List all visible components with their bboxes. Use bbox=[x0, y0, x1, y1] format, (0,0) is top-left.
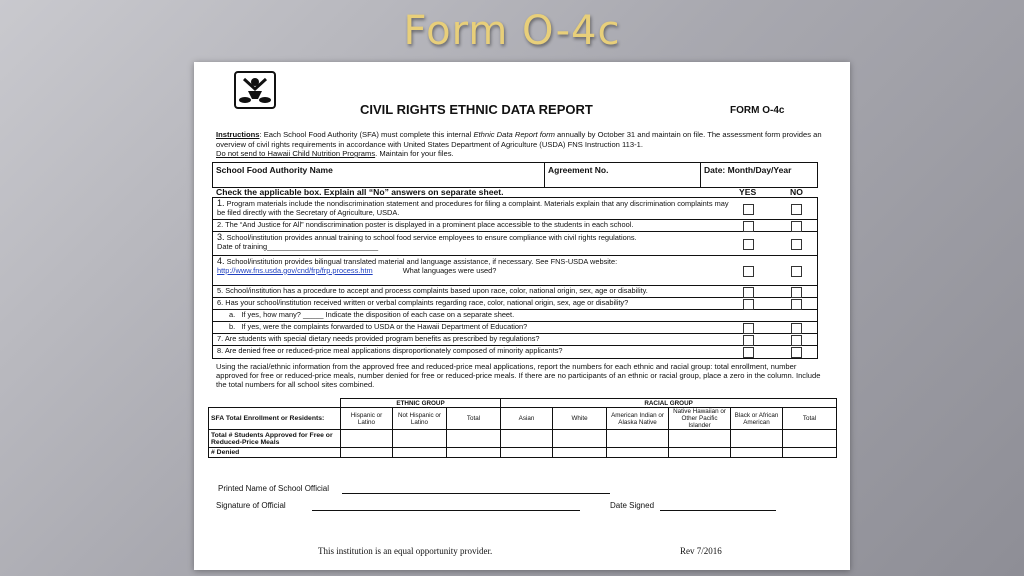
agreement-no-label: Agreement No. bbox=[548, 165, 609, 175]
question-number: 6. bbox=[217, 298, 224, 307]
question-row-7 bbox=[213, 334, 817, 346]
sfa-name-field[interactable] bbox=[213, 163, 545, 187]
input-cell[interactable] bbox=[501, 448, 553, 458]
table-row bbox=[209, 430, 837, 448]
input-cell[interactable] bbox=[783, 448, 837, 458]
input-cell[interactable] bbox=[341, 430, 393, 448]
input-cell[interactable] bbox=[393, 430, 447, 448]
cnp-logo-icon bbox=[234, 71, 276, 109]
q5-no-checkbox[interactable] bbox=[791, 287, 802, 298]
blank-cell bbox=[209, 399, 341, 408]
printed-name-label: Printed Name of School Official bbox=[218, 484, 330, 493]
input-cell[interactable] bbox=[731, 430, 783, 448]
racial-instructions: Using the racial/ethnic information from the approved free and reduced-price meal applications, report the numbers for each ethnic and racial group: total enrollment, number approved for free or reduced-price meals, number denied for free or reduced-price meals. If there are no participants of an ethnic or racial group, place a zero in the column. Include the total numbers for all school sites combined. bbox=[216, 362, 821, 390]
q5-yes-checkbox[interactable] bbox=[743, 287, 754, 298]
col-hispanic: Hispanic or Latino bbox=[341, 408, 393, 430]
input-cell[interactable] bbox=[501, 430, 553, 448]
question-row-1 bbox=[213, 198, 817, 220]
question-row-3 bbox=[213, 232, 817, 256]
question-row-4 bbox=[213, 256, 817, 286]
slide-title: Form O-4c bbox=[403, 8, 621, 54]
question-row-6a bbox=[213, 310, 817, 322]
date-signed-line[interactable] bbox=[660, 510, 776, 511]
question-number: 1. bbox=[217, 198, 225, 208]
row-label-denied: # Denied bbox=[209, 448, 341, 458]
question-number: a. bbox=[229, 310, 236, 319]
date-label: Date: Month/Day/Year bbox=[704, 165, 792, 175]
col-ethnic-total: Total bbox=[447, 408, 501, 430]
question-row-6 bbox=[213, 298, 817, 310]
instructions-italic: Ethnic Data Report form bbox=[473, 130, 555, 139]
input-cell[interactable] bbox=[447, 430, 501, 448]
col-racial-total: Total bbox=[783, 408, 837, 430]
q2-no-checkbox[interactable] bbox=[791, 221, 802, 232]
questions-table bbox=[212, 197, 818, 359]
question-number: 4. bbox=[217, 256, 225, 266]
input-cell[interactable] bbox=[447, 448, 501, 458]
equal-opportunity-statement: This institution is an equal opportunity provider. bbox=[318, 546, 493, 556]
check-heading: Check the applicable box. Explain all “No” answers on separate sheet. bbox=[216, 187, 504, 197]
revision-date: Rev 7/2016 bbox=[680, 546, 722, 556]
question-text: School/institution provides annual training to school food service employees to ensure compliance with civil rights regulations. bbox=[226, 233, 637, 242]
question-row-8 bbox=[213, 346, 817, 358]
q1-yes-checkbox[interactable] bbox=[743, 204, 754, 215]
input-cell[interactable] bbox=[341, 448, 393, 458]
col-black: Black or African American bbox=[731, 408, 783, 430]
q4-no-checkbox[interactable] bbox=[791, 266, 802, 277]
training-date-field[interactable]: Date of training___________________________ bbox=[217, 241, 379, 251]
input-cell[interactable] bbox=[553, 430, 607, 448]
col-not-hispanic: Not Hispanic or Latino bbox=[393, 408, 447, 430]
question-number: 7. bbox=[217, 334, 224, 343]
instructions-underline: Do not send to Hawaii Child Nutrition Programs bbox=[216, 149, 376, 158]
col-asian: Asian bbox=[501, 408, 553, 430]
col-native-hawaiian: Native Hawaiian or Other Pacific Islander bbox=[669, 408, 731, 430]
table-row bbox=[209, 408, 837, 430]
q6b-no-checkbox[interactable] bbox=[791, 323, 802, 334]
input-cell[interactable] bbox=[669, 448, 731, 458]
table-row bbox=[209, 448, 837, 458]
input-cell[interactable] bbox=[731, 448, 783, 458]
question-number: 5. bbox=[217, 286, 224, 295]
question-text: If yes, how many? _____ Indicate the disposition of each case on a separate sheet. bbox=[241, 310, 515, 319]
racial-group-header: RACIAL GROUP bbox=[501, 399, 837, 408]
question-text: Are students with special dietary needs provided program benefits as prescribed by regulations? bbox=[224, 334, 540, 343]
q2-yes-checkbox[interactable] bbox=[743, 221, 754, 232]
col-american-indian: American Indian or Alaska Native bbox=[607, 408, 669, 430]
q6-yes-checkbox[interactable] bbox=[743, 299, 754, 310]
question-row-2 bbox=[213, 220, 817, 232]
q6-no-checkbox[interactable] bbox=[791, 299, 802, 310]
input-cell[interactable] bbox=[783, 430, 837, 448]
instructions-text-2: annually by October 31 and maintain on file. The assessment form provides an overview of civil rights requirements in accordance with United States Department of Agriculture (USDA) FNS Instruction 113-1. bbox=[216, 130, 822, 149]
q1-no-checkbox[interactable] bbox=[791, 204, 802, 215]
question-text: If yes, were the complaints forwarded to USDA or the Hawaii Department of Education? bbox=[241, 322, 528, 331]
q8-yes-checkbox[interactable] bbox=[743, 347, 754, 358]
printed-name-line[interactable] bbox=[342, 493, 610, 494]
row-label-enrollment: SFA Total Enrollment or Residents: bbox=[209, 408, 341, 430]
question-text: School/institution provides bilingual translated material and language assistance, if necessary. See FNS-USDA website: bbox=[226, 257, 618, 266]
question-number: b. bbox=[229, 322, 236, 331]
header-fields bbox=[212, 162, 818, 188]
q4-yes-checkbox[interactable] bbox=[743, 266, 754, 277]
question-number: 8. bbox=[217, 346, 224, 355]
agreement-no-field[interactable] bbox=[545, 163, 701, 187]
languages-used-field[interactable]: What languages were used? bbox=[402, 265, 497, 275]
question-text: Are denied free or reduced-price meal applications disproportionately composed of minority applicants? bbox=[224, 346, 563, 355]
q3-no-checkbox[interactable] bbox=[791, 239, 802, 250]
col-white: White bbox=[553, 408, 607, 430]
input-cell[interactable] bbox=[669, 430, 731, 448]
group-header-row bbox=[209, 399, 837, 408]
q7-no-checkbox[interactable] bbox=[791, 335, 802, 346]
question-text: The “And Justice for All” nondiscrimination poster is displayed in a prominent place accessible to the students in each school. bbox=[225, 220, 634, 229]
question-number: 2. bbox=[217, 220, 224, 229]
ethnic-racial-table bbox=[208, 398, 837, 458]
form-code: FORM O-4c bbox=[730, 105, 785, 116]
instructions bbox=[216, 130, 828, 159]
signature-label: Signature of Official bbox=[216, 501, 286, 510]
row-label-approved: Total # Students Approved for Free or Reduced-Price Meals bbox=[209, 430, 341, 448]
input-cell[interactable] bbox=[607, 430, 669, 448]
signature-line[interactable] bbox=[312, 510, 580, 511]
instructions-text-3: . Maintain for your files. bbox=[375, 149, 454, 158]
instructions-label: Instructions bbox=[216, 130, 260, 139]
ethnic-group-header: ETHNIC GROUP bbox=[341, 399, 501, 408]
question-text: Program materials include the nondiscrimination statement and procedures for filing a complaint. Materials explain that any discrimination complaints may be filed directly with the Secretary of Agriculture, USDA. bbox=[217, 199, 729, 217]
question-number: 3. bbox=[217, 232, 225, 242]
form-page bbox=[194, 62, 850, 570]
q6b-yes-checkbox[interactable] bbox=[743, 323, 754, 334]
question-text: School/institution has a procedure to accept and process complaints based upon race, color, national origin, sex, age or disability. bbox=[225, 286, 648, 295]
input-cell[interactable] bbox=[607, 448, 669, 458]
no-heading: NO bbox=[790, 187, 803, 197]
q7-yes-checkbox[interactable] bbox=[743, 335, 754, 346]
q8-no-checkbox[interactable] bbox=[791, 347, 802, 358]
form-title: CIVIL RIGHTS ETHNIC DATA REPORT bbox=[360, 102, 593, 117]
question-row-6b bbox=[213, 322, 817, 334]
question-row-5 bbox=[213, 286, 817, 298]
yes-heading: YES bbox=[739, 187, 757, 197]
input-cell[interactable] bbox=[553, 448, 607, 458]
fns-usda-link[interactable]: http://www.fns.usda.gov/cnd/frp/frp.process.htm bbox=[217, 265, 373, 275]
date-signed-label: Date Signed bbox=[610, 501, 655, 510]
sfa-name-label: School Food Authority Name bbox=[216, 165, 333, 175]
question-text: Has your school/institution received written or verbal complaints regarding race, color, national origin, sex, age or disability? bbox=[225, 298, 629, 307]
input-cell[interactable] bbox=[393, 448, 447, 458]
date-field[interactable] bbox=[701, 163, 817, 187]
q3-yes-checkbox[interactable] bbox=[743, 239, 754, 250]
instructions-text-1: : Each School Food Authority (SFA) must complete this internal bbox=[259, 130, 474, 139]
